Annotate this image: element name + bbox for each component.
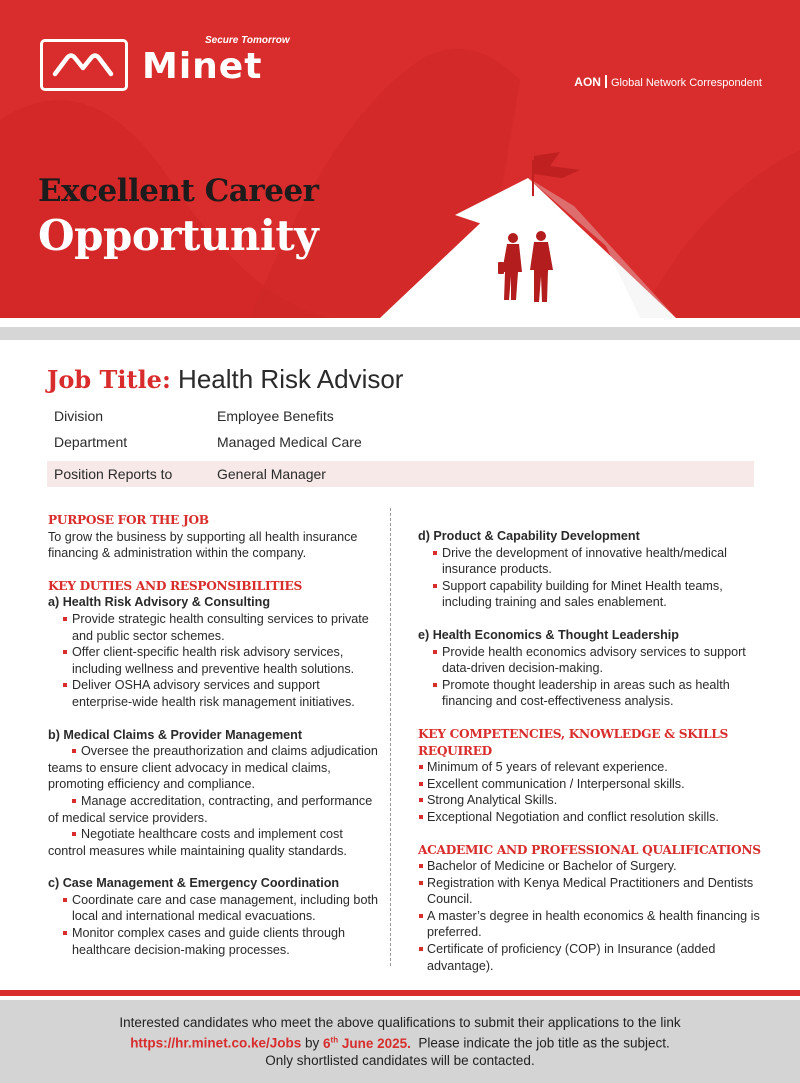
section-b-heading: b) Medical Claims & Provider Management — [48, 727, 303, 742]
competencies-heading: KEY COMPETENCIES, KNOWLEDGE & SKILLS REQUIRED — [418, 726, 729, 758]
duties-heading: KEY DUTIES AND RESPONSIBILITIES — [48, 578, 303, 593]
footer-by: by — [304, 1035, 320, 1051]
section-e-list — [418, 644, 768, 710]
detail-row-reports-to — [47, 461, 754, 487]
footer-text — [0, 1014, 800, 1069]
section-c-list — [48, 892, 383, 958]
list-item — [48, 826, 383, 859]
list-item: Drive the development of innovative health/medical insurance products. — [418, 545, 768, 578]
detail-row-department — [47, 429, 754, 455]
detail-key: Division — [54, 408, 104, 424]
bullet-icon — [72, 749, 76, 753]
section-d-heading: d) Product & Capability Development — [418, 529, 640, 543]
list-item: Offer client-specific health risk advisory services, including wellness and preventive health solutions. — [48, 644, 383, 677]
list-item: Exceptional Negotiation and conflict resolution skills. — [418, 809, 768, 826]
list-item: Promote thought leadership in areas such as health financing and cost-effectiveness analysis. — [418, 677, 768, 710]
purpose-heading: PURPOSE FOR THE JOB — [48, 513, 209, 527]
competencies-list — [418, 759, 768, 825]
hero-heading-line1: Excellent Career — [38, 173, 319, 209]
section-a-list — [48, 611, 383, 711]
job-title-label: Job Title: — [47, 365, 171, 394]
aon-text: Global Network Correspondent — [610, 77, 762, 89]
list-item: Coordinate care and case management, including both local and international medical evacuations. — [48, 892, 383, 925]
deadline — [323, 1036, 411, 1051]
list-item: Registration with Kenya Medical Practitioners and Dentists Council. — [418, 875, 768, 908]
detail-key: Department — [54, 434, 128, 450]
list-item: Minimum of 5 years of relevant experience. — [418, 759, 768, 776]
separator-band — [0, 327, 800, 340]
right-column — [418, 528, 768, 974]
section-d-list — [418, 545, 768, 611]
list-item-text: Negotiate healthcare costs and implement cost control measures while maintaining quality standards. — [48, 827, 347, 858]
deadline-day: 6 — [323, 1035, 331, 1051]
detail-key: Position Reports to — [54, 466, 173, 482]
footer-line2 — [0, 1031, 800, 1052]
application-link[interactable]: https://hr.minet.co.ke/Jobs — [130, 1035, 302, 1051]
job-title — [47, 364, 403, 395]
list-item: A master’s degree in health economics & health financing is preferred. — [418, 908, 768, 941]
list-item-text: Manage accreditation, contracting, and performance of medical service providers. — [48, 793, 373, 825]
detail-row-division — [47, 403, 754, 429]
detail-value: Employee Benefits — [217, 408, 334, 424]
list-item — [48, 743, 383, 793]
brand-tagline: Secure Tomorrow — [205, 35, 290, 46]
hero-banner — [0, 0, 800, 318]
list-item: Certificate of proficiency (COP) in Insurance (added advantage). — [418, 941, 768, 974]
minet-logo-mark — [40, 39, 128, 91]
purpose-text: To grow the business by supporting all health insurance financing & administration within the company. — [48, 529, 358, 561]
brand-name: Minet — [142, 46, 263, 87]
list-item: Excellent communication / Interpersonal skills. — [418, 776, 768, 793]
aon-correspondent — [574, 75, 762, 89]
flag-icon — [534, 152, 580, 178]
qualifications-heading: ACADEMIC AND PROFESSIONAL QUALIFICATIONS — [418, 842, 761, 857]
list-item-text: Oversee the preauthorization and claims adjudication teams to ensure client advocacy in medical claims, promoting efficiency and compliance. — [48, 744, 378, 792]
job-title-value: Health Risk Advisor — [178, 364, 404, 394]
aon-logo: AON — [574, 75, 601, 89]
qualifications-list — [418, 858, 768, 974]
section-c-heading: c) Case Management & Emergency Coordination — [48, 876, 340, 891]
bullet-icon — [72, 799, 76, 803]
minet-m-icon — [43, 42, 125, 88]
hero-heading-line2: Opportunity — [38, 211, 319, 260]
footer-line1: Interested candidates who meet the above qualifications to submit their applications to the link — [119, 1015, 681, 1030]
section-e-heading: e) Health Economics & Thought Leadership — [418, 627, 680, 642]
list-item: Bachelor of Medicine or Bachelor of Surgery. — [418, 858, 768, 875]
list-item: Strong Analytical Skills. — [418, 792, 768, 809]
footer-line3: Only shortlisted candidates will be contacted. — [265, 1052, 535, 1068]
list-item — [48, 793, 383, 826]
column-divider — [390, 508, 391, 966]
bullet-icon — [72, 832, 76, 836]
section-a-heading: a) Health Risk Advisory & Consulting — [48, 595, 271, 610]
aon-divider — [605, 75, 607, 88]
list-item: Provide health economics advisory services to support data-driven decision-making. — [418, 644, 768, 677]
list-item: Provide strategic health consulting services to private and public sector schemes. — [48, 611, 383, 644]
deadline-suffix: th — [330, 1035, 339, 1044]
detail-value: Managed Medical Care — [217, 434, 362, 450]
list-item: Support capability building for Minet Health teams, including training and sales enablement. — [418, 578, 768, 611]
deadline-month-year: June 2025. — [338, 1035, 411, 1051]
detail-value: General Manager — [217, 466, 326, 482]
left-column — [48, 512, 383, 958]
footer-instruction: Please indicate the job title as the subject. — [418, 1035, 670, 1051]
list-item: Monitor complex cases and guide clients through healthcare decision-making processes. — [48, 925, 383, 958]
list-item: Deliver OSHA advisory services and support enterprise-wide health risk management initiatives. — [48, 677, 383, 710]
footer-red-bar — [0, 990, 800, 996]
